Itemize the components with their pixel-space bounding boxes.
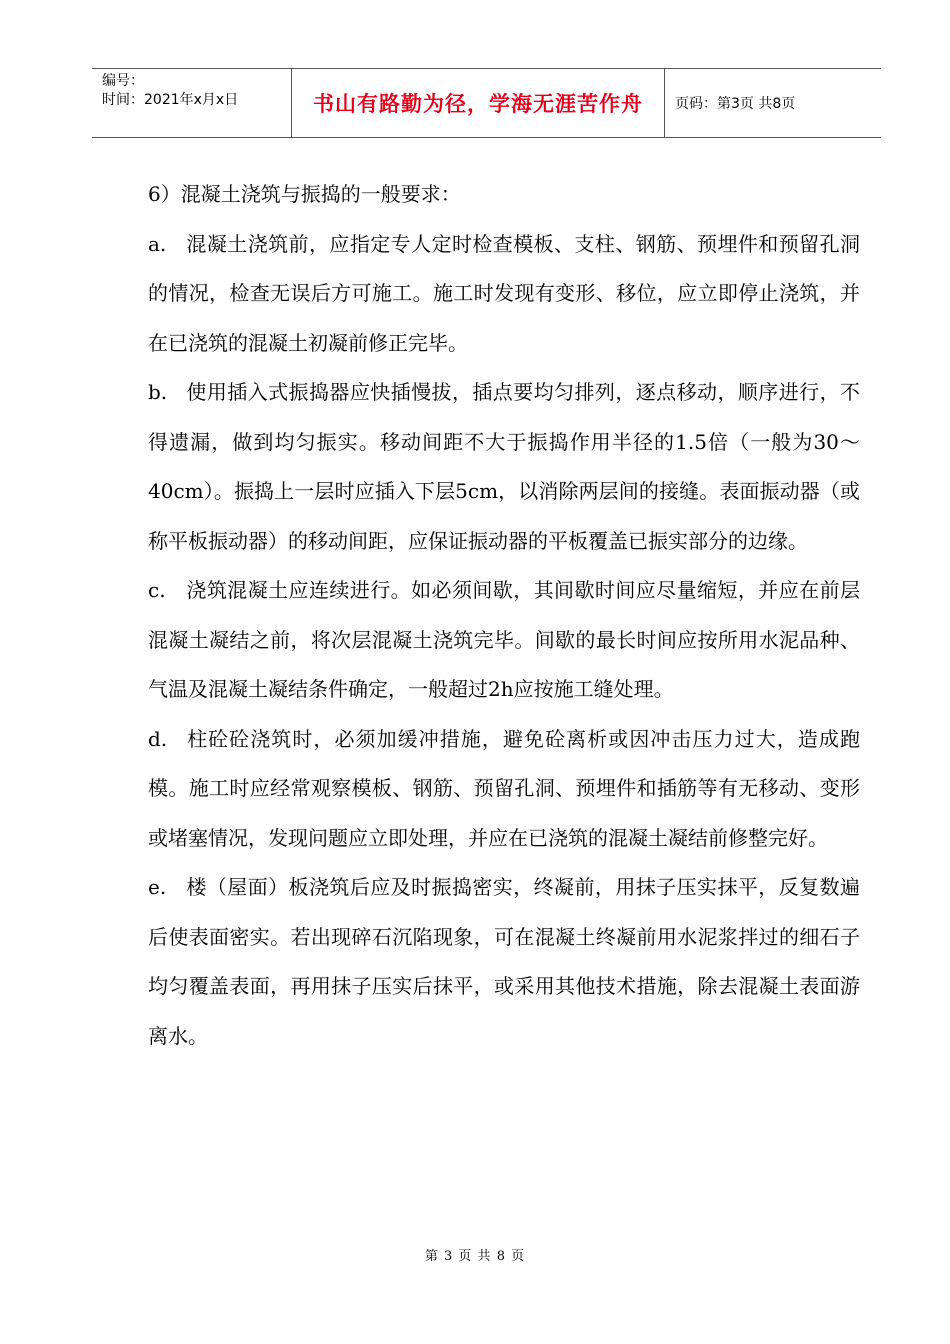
item-text: 柱砼砼浇筑时，必须加缓冲措施，避免砼离析或因冲击压力过大，造成跑模。施工时应经常观察模板、钢筋、预留孔洞、预埋件和插筋等有无移动、变形或堵塞情况，发现问题应立即处理，并应在已浇筑的混凝土凝结前修整完好。	[148, 726, 860, 850]
list-item	[148, 566, 860, 715]
header-meta	[92, 69, 292, 137]
item-marker: a.	[148, 231, 167, 256]
list-item	[148, 220, 860, 369]
item-marker: d.	[148, 726, 168, 751]
page-footer: 第 3 页 共 8 页	[424, 1249, 526, 1264]
item-text: 使用插入式振捣器应快插慢拔，插点要均匀排列，逐点移动，顺序进行，不得遗漏，做到均匀振实。移动间距不大于振捣作用半径的1.5倍（一般为30～40cm）。振捣上一层时应插入下层5cm，以消除两层间的接缝。表面振动器（或称平板振动器）的移动间距，应保证振动器的平板覆盖已振实部分的边缘。	[148, 380, 860, 553]
item-text: 浇筑混凝土应连续进行。如必须间歇，其间歇时间应尽量缩短，并应在前层混凝土凝结之前，将次层混凝土浇筑完毕。间歇的最长时间应按所用水泥品种、气温及混凝土凝结条件确定，一般超过2h应按施工缝处理。	[148, 578, 860, 701]
list-item	[148, 863, 860, 1061]
item-marker: e.	[148, 875, 167, 899]
item-text: 混凝土浇筑前，应指定专人定时检查模板、支柱、钢筋、预埋件和预留孔洞的情况，检查无误后方可施工。施工时发现有变形、移位，应立即停止浇筑，并在已浇筑的混凝土初凝前修正完毕。	[148, 231, 860, 355]
list-item	[148, 715, 860, 864]
item-text: 楼（屋面）板浇筑后应及时振捣密实，终凝前，用抹子压实抹平，反复数遍后使表面密实。若出现碎石沉陷现象，可在混凝土终凝前用水泥浆拌过的细石子均匀覆盖表面，再用抹子压实后抹平，或采用其他技术措施，除去混凝土表面游离水。	[148, 875, 860, 1048]
header-motto: 书山有路勤为径，学海无涯苦作舟	[292, 69, 665, 137]
time-label: 时间：2021年x月x日	[102, 92, 239, 108]
section-heading: 6）混凝土浇筑与振捣的一般要求：	[148, 182, 461, 206]
document-body	[148, 170, 860, 1061]
item-marker: b.	[148, 380, 168, 404]
page-header	[92, 68, 881, 138]
number-label: 编号：	[102, 73, 144, 89]
list-item	[148, 368, 860, 566]
header-page-label: 页码：第3页 共8页	[675, 96, 796, 112]
item-marker: c.	[148, 578, 166, 602]
